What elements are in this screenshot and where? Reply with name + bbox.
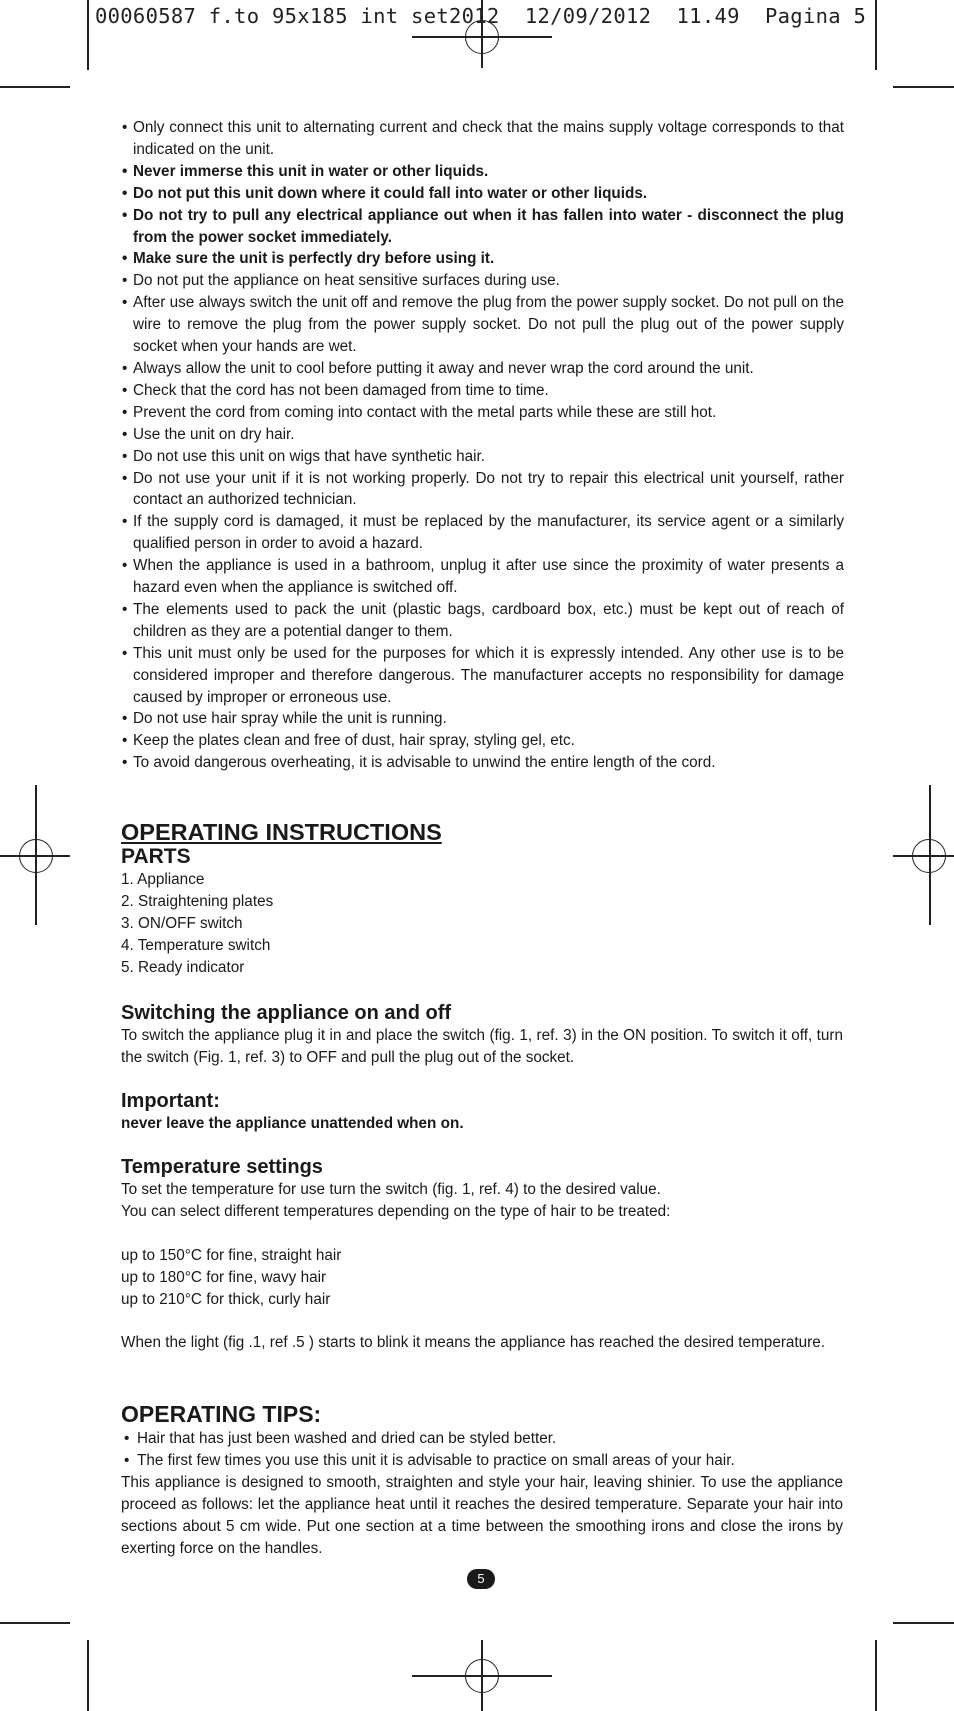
section-title: OPERATING INSTRUCTIONS (121, 819, 442, 845)
crop-mark-top-right-h (893, 86, 954, 88)
temperature-option: up to 180°C for fine, wavy hair (121, 1268, 327, 1286)
tips-title: OPERATING TIPS: (121, 1401, 322, 1427)
safety-bullet: • After use always switch the unit off and remove the plug from the power supply socket. Do not pull on the wire to remove the plug from the power supply socket. Do not pull the plug out of the power supply socket when your hands are wet. (122, 292, 844, 358)
crop-mark-top-left-h (0, 86, 70, 88)
page-number-badge: 5 (467, 1569, 495, 1589)
safety-bullet: • Do not use your unit if it is not working properly. Do not try to repair this electrical unit yourself, rather contact an authorized technician. (122, 468, 844, 512)
safety-bullet: • Do not put this unit down where it could fall into water or other liquids. (122, 183, 844, 205)
important-title: Important: (121, 1090, 220, 1112)
safety-bullet: • Check that the cord has not been damaged from time to time. (122, 380, 844, 402)
safety-bullet: • Prevent the cord from coming into contact with the metal parts while these are still hot. (122, 402, 844, 424)
temperature-title: Temperature settings (121, 1156, 323, 1178)
operating-tips-section (121, 1400, 843, 1559)
safety-bullet: • Make sure the unit is perfectly dry before using it. (122, 248, 844, 270)
list-item: 1. Appliance (121, 871, 205, 888)
print-slug: 00060587 f.to 95x185 int set2012 12/09/2012 11.49 Pagina 5 (95, 4, 867, 28)
list-item: 2. Straightening plates (121, 892, 274, 910)
switching-section (121, 1001, 843, 1069)
temperature-option: up to 210°C for thick, curly hair (121, 1290, 331, 1308)
temperature-line-2: You can select different temperatures depending on the type of hair to be treated: (121, 1202, 671, 1220)
safety-bullet: • Do not use this unit on wigs that have synthetic hair. (122, 446, 844, 468)
safety-bullet: • To avoid dangerous overheating, it is advisable to unwind the entire length of the cord. (122, 752, 844, 774)
temperature-section (121, 1155, 843, 1354)
ready-light-text: When the light (fig .1, ref .5 ) starts to blink it means the appliance has reached the desired temperature. (121, 1334, 826, 1352)
operating-instructions-section (121, 819, 843, 979)
safety-bullet: • If the supply cord is damaged, it must be replaced by the manufacturer, its service agent or a similarly qualified person in order to avoid a hazard. (122, 511, 844, 555)
switching-text: To switch the appliance plug it in and place the switch (fig. 1, ref. 3) in the ON position. To switch it off, turn the switch (Fig. 1, ref. 3) to OFF and pull the plug out of the socket. (121, 1027, 843, 1066)
important-section (121, 1089, 843, 1135)
safety-bullet: • Never immerse this unit in water or other liquids. (122, 161, 844, 183)
parts-title: PARTS (121, 845, 191, 868)
safety-bullet: • Do not put the appliance on heat sensitive surfaces during use. (122, 270, 844, 292)
list-item: 5. Ready indicator (121, 958, 245, 976)
list-item: 4. Temperature switch (121, 936, 271, 954)
important-text: never leave the appliance unattended when on. (121, 1115, 464, 1132)
switching-title: Switching the appliance on and off (121, 1002, 452, 1024)
parts-list (121, 869, 843, 979)
safety-bullet: • The elements used to pack the unit (plastic bags, cardboard box, etc.) must be kept out of reach of children as they are a potential danger to them. (122, 599, 844, 643)
safety-bullet: • Always allow the unit to cool before putting it away and never wrap the cord around the unit. (122, 358, 844, 380)
safety-bullet-list (122, 117, 844, 774)
tip-bullet: • Hair that has just been washed and dried can be styled better. (121, 1428, 843, 1450)
crop-mark-bottom-left-h (0, 1622, 70, 1624)
crop-mark-top-left-v (87, 0, 89, 70)
safety-bullet: • When the appliance is used in a bathroom, unplug it after use since the proximity of water presents a hazard even when the appliance is switched off. (122, 555, 844, 599)
safety-bullet: • Do not try to pull any electrical appliance out when it has fallen into water - disconnect the plug from the power socket immediately. (122, 205, 844, 249)
list-item: 3. ON/OFF switch (121, 914, 243, 932)
safety-bullet: • Do not use hair spray while the unit is running. (122, 708, 844, 730)
safety-bullet: • This unit must only be used for the purposes for which it is expressly intended. Any other use is to be considered improper and therefore dangerous. The manufacturer accepts no responsibility for damage caused by improper or erroneous use. (122, 643, 844, 709)
tips-paragraph: This appliance is designed to smooth, straighten and style your hair, leaving shinier. To use the appliance proceed as follows: let the appliance heat until it reaches the desired temperature. Separate your hair into sections about 5 cm wide. Put one section at a time between the smoothing irons and close the irons by exerting force on the handles. (121, 1473, 843, 1557)
temperature-option: up to 150°C for fine, straight hair (121, 1246, 342, 1264)
safety-bullet: • Keep the plates clean and free of dust, hair spray, styling gel, etc. (122, 730, 844, 752)
crop-mark-bottom-right-h (893, 1622, 954, 1624)
safety-bullet: • Use the unit on dry hair. (122, 424, 844, 446)
crop-mark-bottom-right-v (875, 1640, 877, 1711)
tip-bullet: • The first few times you use this unit it is advisable to practice on small areas of your hair. (121, 1450, 843, 1472)
crop-mark-bottom-left-v (87, 1640, 89, 1711)
temperature-line-1: To set the temperature for use turn the switch (fig. 1, ref. 4) to the desired value. (121, 1181, 661, 1198)
safety-bullet: • Only connect this unit to alternating current and check that the mains supply voltage corresponds to that indicated on the unit. (122, 117, 844, 161)
